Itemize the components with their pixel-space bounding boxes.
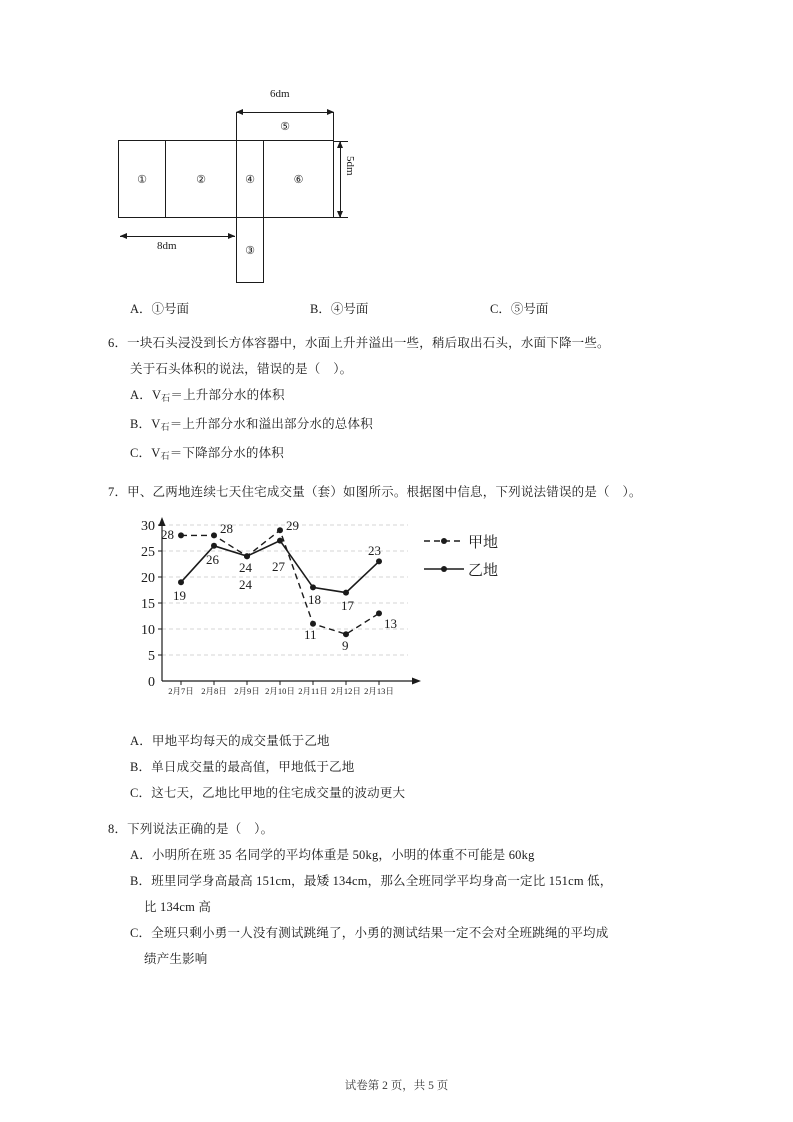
chart-label-jiadi-5: 9	[342, 638, 349, 653]
q6-option-a-prefix: V	[151, 388, 162, 402]
q6-option-c-sub: 石	[160, 451, 170, 461]
q6-option-c-prefix: V	[151, 446, 161, 460]
legend-label-yidi: 乙地	[468, 563, 499, 579]
net-dim-bottom-arrow-left	[120, 233, 127, 239]
q6-option-c-label: C．	[130, 446, 152, 460]
line-chart-svg	[108, 511, 698, 726]
chart-label-jiadi-1: 28	[220, 521, 233, 536]
q8-stem: 下列说法正确的是（ ）。	[127, 822, 274, 836]
chart-ytick-5: 5	[148, 649, 155, 664]
chart-ytick-10: 10	[141, 623, 155, 638]
chart-label-jiadi-3: 29	[286, 518, 299, 533]
legend-marker-yidi	[441, 566, 447, 572]
page-content	[108, 88, 698, 972]
chart-xtick-2: 2月9日	[234, 686, 260, 696]
q6-option-c	[108, 440, 698, 469]
q6-stem-line1: 一块石头浸没到长方体容器中，水面上升并溢出一些，稍后取出石头，水面下降一些。	[127, 336, 610, 350]
q6-option-a-rest: ＝上升部分水的体积	[170, 388, 285, 402]
q5-option-a: A．①号面	[130, 302, 190, 316]
q6-stem-line2: 关于石头体积的说法，错误的是（ ）。	[130, 362, 353, 376]
chart-label-jiadi-4: 11	[304, 627, 317, 642]
q7-number: 7．	[108, 485, 128, 499]
chart-x-axis-arrow	[412, 678, 421, 685]
q7-stem: 甲、乙两地连续七天住宅成交量（套）如图所示。根据图中信息，下列说法错误的是（ ）。	[127, 485, 642, 499]
line-chart	[108, 511, 698, 726]
legend-label-jiadi: 甲地	[468, 535, 499, 551]
chart-legend	[424, 533, 498, 579]
net-figure	[108, 88, 698, 288]
net-face-3: ③	[236, 217, 264, 283]
chart-label-yidi-2: 24	[239, 577, 252, 592]
chart-label-yidi-3: 27	[272, 559, 285, 574]
chart-label-yidi-4: 18	[308, 592, 321, 607]
chart-series-jiadi-line	[181, 530, 379, 634]
net-face-1: ①	[118, 140, 166, 218]
chart-label-jiadi-2: 24	[239, 560, 252, 575]
q6-option-b-rest: ＝上升部分水和溢出部分水的总体积	[169, 417, 373, 431]
chart-y-ticks	[158, 525, 162, 655]
chart-xtick-4: 2月11日	[298, 686, 328, 696]
chart-ytick-0: 0	[148, 675, 155, 690]
chart-xtick-0: 2月7日	[168, 686, 194, 696]
net-dim-right-arrow-up	[337, 141, 343, 148]
chart-ytick-30: 30	[141, 519, 155, 534]
q7-option-c: C．这七天，乙地比甲地的住宅成交量的波动更大	[130, 786, 406, 800]
chart-label-jiadi-0: 28	[161, 527, 174, 542]
q6-number: 6．	[108, 336, 128, 350]
chart-xtick-6: 2月13日	[364, 686, 394, 696]
chart-series-jiadi-points	[178, 527, 382, 637]
q8-option-b-cont: 比 134cm 高	[144, 900, 212, 914]
q6-option-b-sub: 石	[160, 422, 170, 432]
chart-ytick-15: 15	[141, 597, 155, 612]
legend-marker-jiadi	[441, 538, 447, 544]
net-dim-bottom-label: 8dm	[157, 240, 177, 252]
page-footer: 试卷第 2 页，共 5 页	[344, 1080, 449, 1092]
q6-option-c-rest: ＝下降部分水的体积	[169, 446, 284, 460]
q6-option-a-label: A．	[130, 388, 152, 402]
q8-option-c: C．全班只剩小勇一人没有测试跳绳了，小勇的测试结果一定不会对全班跳绳的平均成	[130, 926, 609, 940]
net-dim-right-tick-bottom	[334, 217, 348, 218]
chart-label-jiadi-6: 13	[384, 616, 397, 631]
q6-option-a-sub: 石	[161, 393, 171, 403]
chart-label-yidi-5: 17	[341, 598, 354, 613]
net-face-2: ②	[165, 140, 237, 218]
q5-option-c: C．⑤号面	[490, 302, 549, 316]
q8-option-b: B．班里同学身高最高 151cm，最矮 134cm，那么全班同学平均身高一定比 151cm 低，	[130, 874, 613, 888]
q8-number: 8．	[108, 822, 128, 836]
chart-label-yidi-0: 19	[173, 588, 186, 603]
net-face-4: ④	[236, 140, 264, 218]
chart-x-tick-labels	[168, 686, 394, 696]
q6-option-b-label: B．	[130, 417, 152, 431]
q6-option-b	[108, 411, 698, 440]
chart-ytick-20: 20	[141, 571, 155, 586]
chart-xtick-5: 2月12日	[331, 686, 361, 696]
chart-xtick-1: 2月8日	[201, 686, 227, 696]
chart-y-tick-labels	[141, 519, 155, 690]
q8-option-a: A．小明所在班 35 名同学的平均体重是 50kg，小明的体重不可能是 60kg	[130, 848, 535, 862]
chart-ytick-25: 25	[141, 545, 155, 560]
chart-label-yidi-6: 23	[368, 543, 381, 558]
q5-option-b: B．④号面	[310, 302, 369, 316]
net-dim-right-label: 5dm	[344, 156, 356, 176]
q7-option-b: B．单日成交量的最高值，甲地低于乙地	[130, 760, 355, 774]
net-face-5: ⑤	[236, 112, 334, 141]
q8-option-c-cont: 绩产生影响	[144, 952, 208, 966]
q6-option-a	[108, 382, 698, 411]
net-dim-bottom-arrow-right	[228, 233, 235, 239]
net-dim-bottom-line	[120, 236, 235, 237]
chart-label-yidi-1: 26	[206, 552, 219, 567]
q7-option-a: A．甲地平均每天的成交量低于乙地	[130, 734, 330, 748]
net-dim-top-label: 6dm	[270, 88, 290, 100]
net-face-6: ⑥	[263, 140, 334, 218]
q8-stem-wrap	[108, 816, 698, 842]
net-dim-right-tick-top	[334, 141, 348, 142]
q5-options-row	[108, 296, 698, 322]
q6-option-b-prefix: V	[151, 417, 161, 431]
net-dim-right-line	[340, 141, 341, 217]
q6-stem-line1-wrap	[108, 330, 698, 356]
chart-xtick-3: 2月10日	[265, 686, 295, 696]
q7-stem-wrap	[108, 479, 698, 505]
